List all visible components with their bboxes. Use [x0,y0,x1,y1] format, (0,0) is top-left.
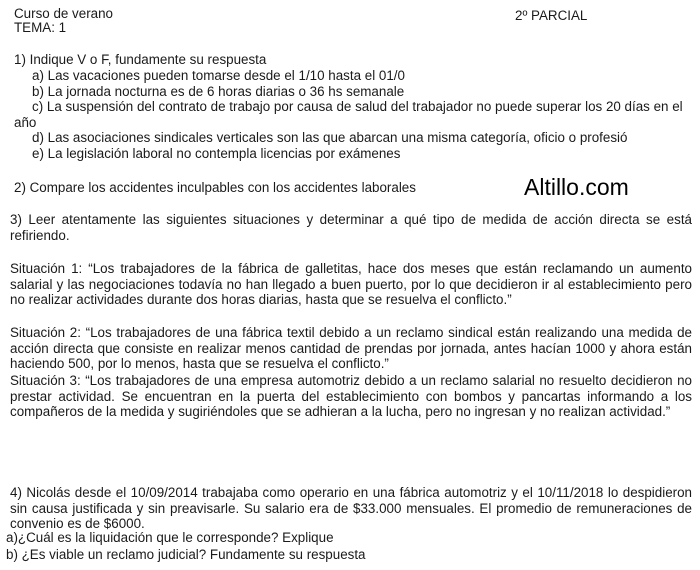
question-1-item-d: d) Las asociaciones sindicales verticales son las que abarcan una misma categoría, oficio o profesió [32,130,628,145]
question-2: 2) Compare los accidentes inculpables con los accidentes laborales [14,180,416,195]
question-1-item-a: a) Las vacaciones pueden tomarse desde el 1/10 hasta el 01/0 [32,68,405,83]
question-1-item-c: c) La suspensión del contrato de trabajo por causa de salud del trabajador no puede superar los 20 días en el año [14,99,683,130]
course-name: Curso de verano [14,6,113,21]
tema-label: TEMA: 1 [14,20,67,35]
question-3: 3) Leer atentamente las siguientes situaciones y determinar a qué tipo de medida de acción directa se está refiriendo. [10,212,692,243]
question-1-items [14,68,694,161]
exam-title: 2º PARCIAL [515,8,588,23]
situation-2: Situación 2: “Los trabajadores de una fábrica textil debido a un reclamo sindical están realizando una medida de acción directa que consiste en realizar menos cantidad de prendas por jornada, antes hacían 1000 y ahora están haciendo 500, por lo menos, hasta que se resuelva el conflicto.” [10,325,692,371]
question-4-part-a: a)¿Cuál es la liquidación que le corresponde? Explique [6,530,334,545]
question-1-prompt: 1) Indique V o F, fundamente su respuesta [14,52,267,67]
question-1-item-b: b) La jornada nocturna es de 6 horas diarias o 36 hs semanale [32,83,405,99]
question-4-prompt: 4) Nicolás desde el 10/09/2014 trabajaba como operario en una fábrica automotriz y el 10/11/2018 lo despidieron sin causa justificada y sin preavisarle. Su salario era de $33.000 mensuales. El promedio de remuneraciones de convenio es de $6000. [10,485,692,531]
situation-1: Situación 1: “Los trabajadores de la fábrica de galletitas, hace dos meses que están reclamando un aumento salarial y las negociaciones todavía no han llegado a buen puerto, por lo que decidieron ir al establecimiento pero no realizar actividades durante dos horas diarias, hasta que se resuelva el conflicto.” [10,261,692,307]
exam-header-left [14,7,113,35]
situation-3: Situación 3: “Los trabajadores de una empresa automotriz debido a un reclamo salarial no resuelto decidieron no prestar actividad. Se encuentran en la puerta del establecimiento con bombos y pancartas informando a los compañeros de la medida y sugiriéndoles que se adhieran a la lucha, pero no ingresan y no realizan actividad.” [10,373,692,419]
question-4-part-b: b) ¿Es viable un reclamo judicial? Fundamente su respuesta [6,547,366,562]
question-1-item-e: e) La legislación laboral no contempla licencias por exámenes [32,145,401,161]
watermark-logo: Altillo.com [524,174,629,200]
